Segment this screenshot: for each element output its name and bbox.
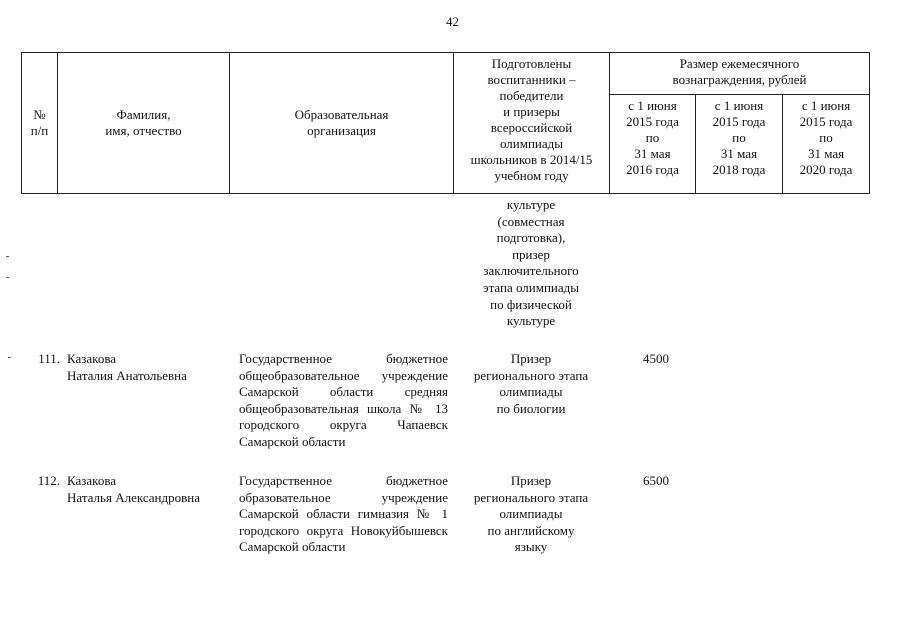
row-112-number: 112. <box>37 473 60 488</box>
row-112-prepared: Призер регионального этапа олимпиады по английскому языку <box>473 473 589 555</box>
table-header <box>21 52 870 194</box>
continuation-prepared: культуре (совместная подготовка), призер заключительного этапа олимпиады по физической культуре <box>482 197 580 329</box>
header-award-2020: с 1 июня 2015 года по 31 мая 2020 года <box>783 95 870 194</box>
header-name: Фамилия, имя, отчество <box>58 53 230 194</box>
scan-mark <box>6 256 9 257</box>
page-number: 42 <box>446 14 459 29</box>
header-award-2018: с 1 июня 2015 года по 31 мая 2018 года <box>696 95 783 194</box>
row-111-prepared: Призер регионального этапа олимпиады по биологии <box>473 351 589 416</box>
row-112-organization: Государственное бюджетное образовательное учреждение Самарской области гимназия № 1 городского округа Новокуйбышевск Самарской области <box>239 473 448 555</box>
header-award-group: Размер ежемесячного вознаграждения, рублей <box>610 53 870 95</box>
row-111-name: Казакова Наталия Анатольевна <box>67 351 187 383</box>
header-number: № п/п <box>22 53 58 194</box>
scan-mark <box>6 277 9 278</box>
row-111-number: 111. <box>38 351 60 366</box>
row-112-name: Казакова Наталья Александровна <box>67 473 200 505</box>
row-112-award-2016: 6500 <box>643 473 669 488</box>
row-111-award-2016: 4500 <box>643 351 669 366</box>
header-prepared: Подготовлены воспитанники – победители и призеры всероссийской олимпиады школьников в 2014/15 учебном году <box>454 53 610 194</box>
row-111-organization: Государственное бюджетное общеобразовательное учреждение Самарской области средняя общеобразовательная школа № 13 городского округа Чапаевск Самарской области <box>239 351 448 449</box>
scan-mark <box>8 357 11 358</box>
header-organization: Образовательная организация <box>230 53 454 194</box>
header-award-2016: с 1 июня 2015 года по 31 мая 2016 года <box>610 95 696 194</box>
